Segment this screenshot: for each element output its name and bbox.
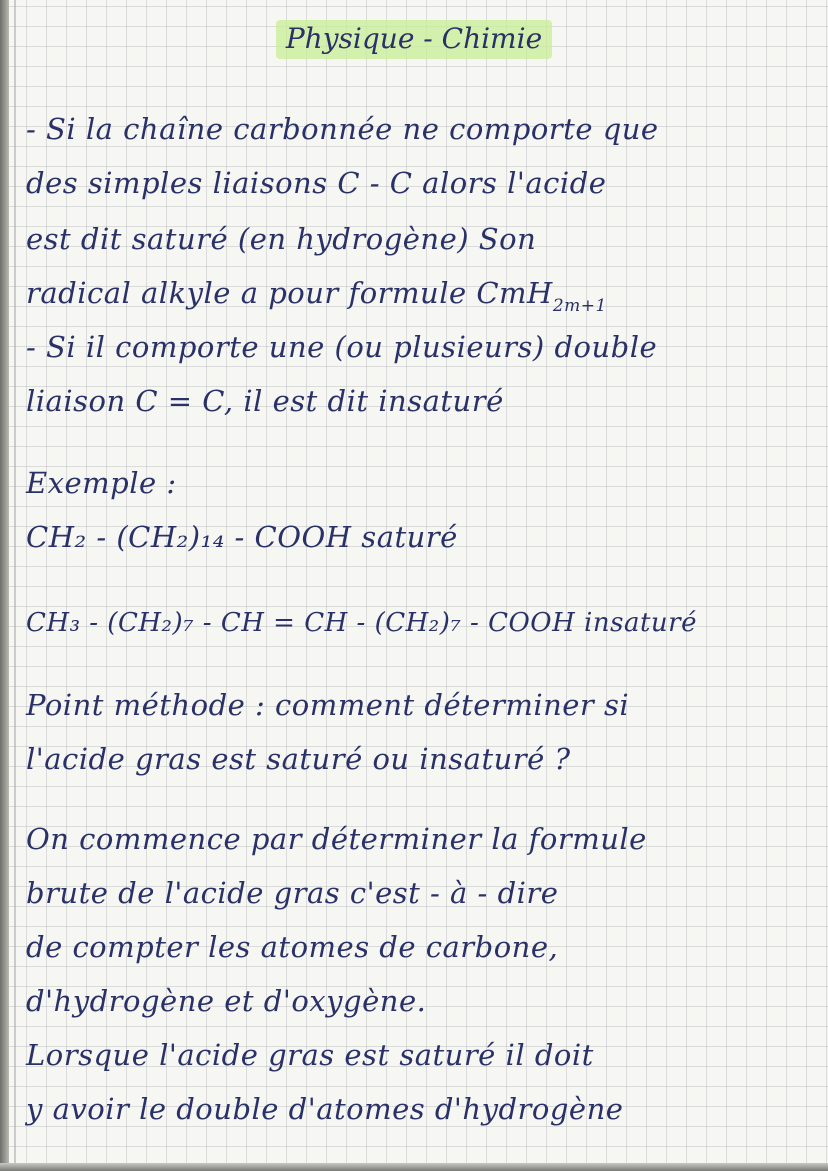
- page-title-container: [0, 22, 828, 55]
- method-line-1: Point méthode : comment déterminer si: [26, 688, 630, 722]
- text-line-4: [26, 276, 607, 323]
- page-bottom-edge: [0, 1163, 828, 1171]
- example-saturated: CH₂ - (CH₂)₁₄ - COOH saturé: [26, 520, 458, 554]
- text-line-17: y avoir le double d'atomes d'hydrogène: [26, 1092, 624, 1126]
- text-line-15: d'hydrogène et d'oxygène.: [26, 984, 427, 1018]
- text-line-2: des simples liaisons C - C alors l'acide: [26, 166, 607, 200]
- example-unsaturated: CH₃ - (CH₂)₇ - CH = CH - (CH₂)₇ - COOH insaturé: [26, 608, 697, 638]
- text-line-16: Lorsque l'acide gras est saturé il doit: [26, 1038, 594, 1072]
- margin-line: [14, 0, 16, 1171]
- text-line-14: de compter les atomes de carbone,: [26, 930, 559, 964]
- text-line-13: brute de l'acide gras c'est - à - dire: [26, 876, 559, 910]
- text-line-3: est dit saturé (en hydrogène) Son: [26, 222, 537, 256]
- formula-subscript: 2m+1: [552, 296, 607, 316]
- page-title: Physique - Chimie: [276, 20, 552, 59]
- text-line-5: - Si il comporte une (ou plusieurs) double: [26, 330, 658, 364]
- text-line-12: On commence par déterminer la formule: [26, 822, 647, 856]
- text-line-4-main: radical alkyle a pour formule CmH: [26, 276, 553, 310]
- page-left-edge: [0, 0, 9, 1171]
- text-line-6: liaison C = C, il est dit insaturé: [26, 384, 504, 418]
- text-line-1: - Si la chaîne carbonnée ne comporte que: [26, 112, 659, 146]
- example-heading: Exemple :: [26, 466, 177, 500]
- method-line-2: l'acide gras est saturé ou insaturé ?: [26, 742, 571, 776]
